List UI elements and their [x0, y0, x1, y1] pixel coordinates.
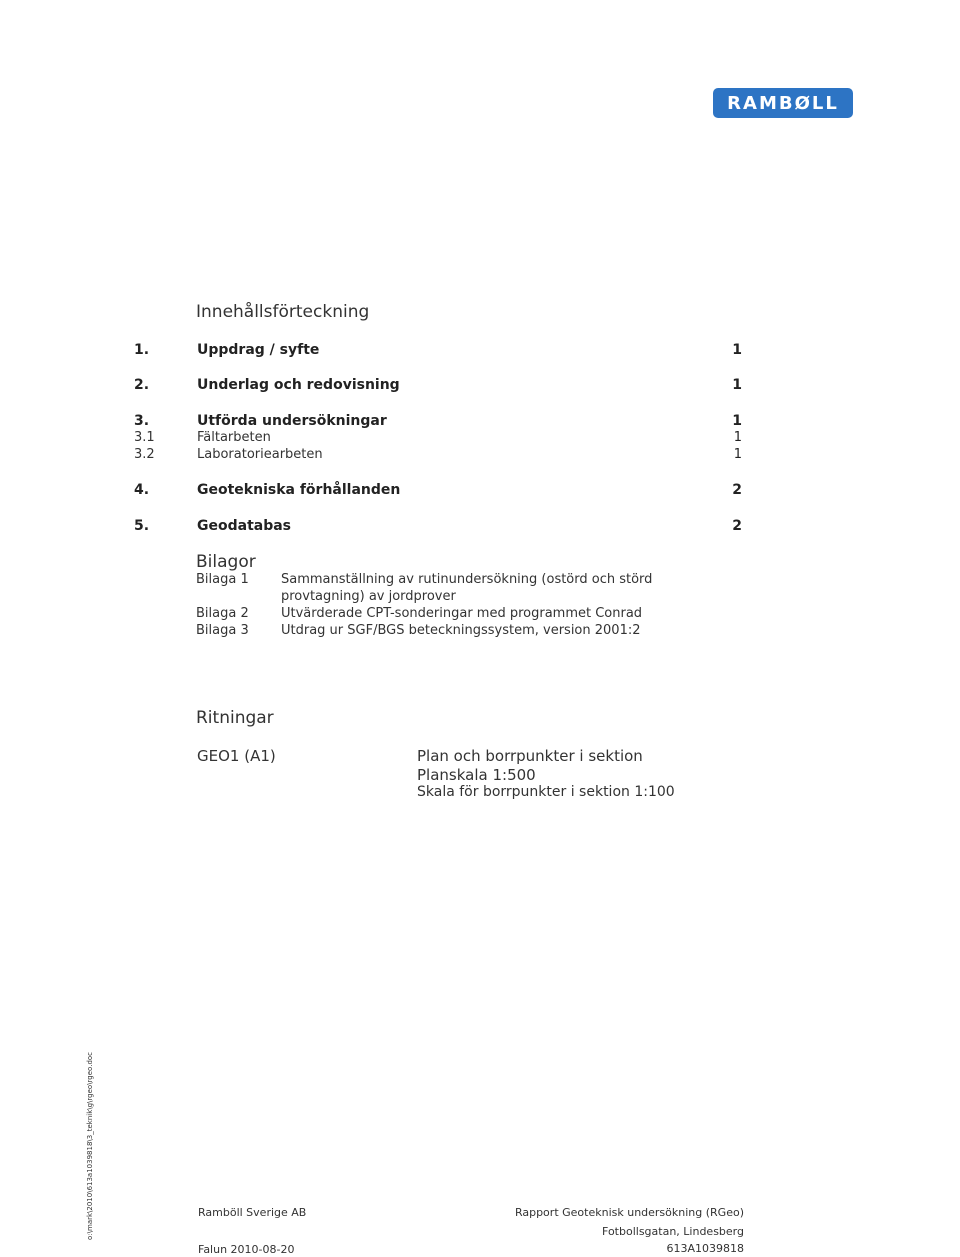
ramboll-logo: RAMBØLL [713, 88, 853, 118]
ritning-section-scale: Skala för borrpunkter i sektion 1:100 [417, 784, 675, 800]
bilaga-description: Utvärderade CPT-sonderingar med programmet Conrad [281, 606, 643, 621]
bilaga-description: Sammanställning av rutinundersökning (ostörd och störd [281, 572, 653, 587]
bilaga-key: Bilaga 3 [196, 623, 249, 638]
footer-date: Falun 2010-08-20 [198, 1243, 295, 1256]
toc-entry-number: 5. [134, 518, 150, 534]
toc-entry-number: 3.2 [134, 447, 155, 462]
toc-entry-number: 3. [134, 413, 150, 429]
footer-company: Ramböll Sverige AB [198, 1206, 307, 1219]
toc-entry-page: 1 [732, 342, 742, 358]
toc-entry-number: 2. [134, 377, 150, 393]
footer-project-number: 613A1039818 [666, 1242, 744, 1255]
ritning-description: Plan och borrpunkter i sektion [417, 747, 643, 765]
toc-entry-page: 1 [732, 377, 742, 393]
toc-entry-number: 4. [134, 482, 150, 498]
toc-entry-label: Geodatabas [197, 518, 292, 534]
toc-entry-label: Laboratoriearbeten [197, 447, 323, 462]
toc-entry-label: Underlag och redovisning [197, 377, 400, 393]
bilaga-description: Utdrag ur SGF/BGS beteckningssystem, version 2001:2 [281, 623, 641, 638]
bilaga-key: Bilaga 1 [196, 572, 249, 587]
toc-entry-page: 1 [733, 430, 742, 445]
footer-location: Fotbollsgatan, Lindesberg [602, 1225, 744, 1238]
toc-entry-label: Geotekniska förhållanden [197, 482, 401, 498]
toc-entry-page: 1 [732, 413, 742, 429]
bilagor-heading: Bilagor [196, 552, 256, 572]
toc-entry-label: Uppdrag / syfte [197, 342, 320, 358]
toc-entry-number: 3.1 [134, 430, 155, 445]
toc-entry-page: 2 [732, 482, 742, 498]
toc-entry-label: Utförda undersökningar [197, 413, 387, 429]
toc-entry-page: 2 [732, 518, 742, 534]
bilaga-description-cont: provtagning) av jordprover [281, 589, 456, 604]
bilaga-key: Bilaga 2 [196, 606, 249, 621]
ritning-scale: Planskala 1:500 [417, 766, 536, 784]
toc-entry-label: Fältarbeten [197, 430, 271, 445]
ritning-key: GEO1 (A1) [197, 747, 276, 765]
footer-report-title: Rapport Geoteknisk undersökning (RGeo) [514, 1206, 744, 1219]
file-path: o:\mark\2010\613a1039818\3_teknik\g\rgeo\rgeo.doc [86, 1051, 94, 1240]
toc-entry-page: 1 [733, 447, 742, 462]
ritningar-heading: Ritningar [196, 708, 274, 728]
toc-title: Innehållsförteckning [196, 302, 370, 322]
toc-entry-number: 1. [134, 342, 150, 358]
